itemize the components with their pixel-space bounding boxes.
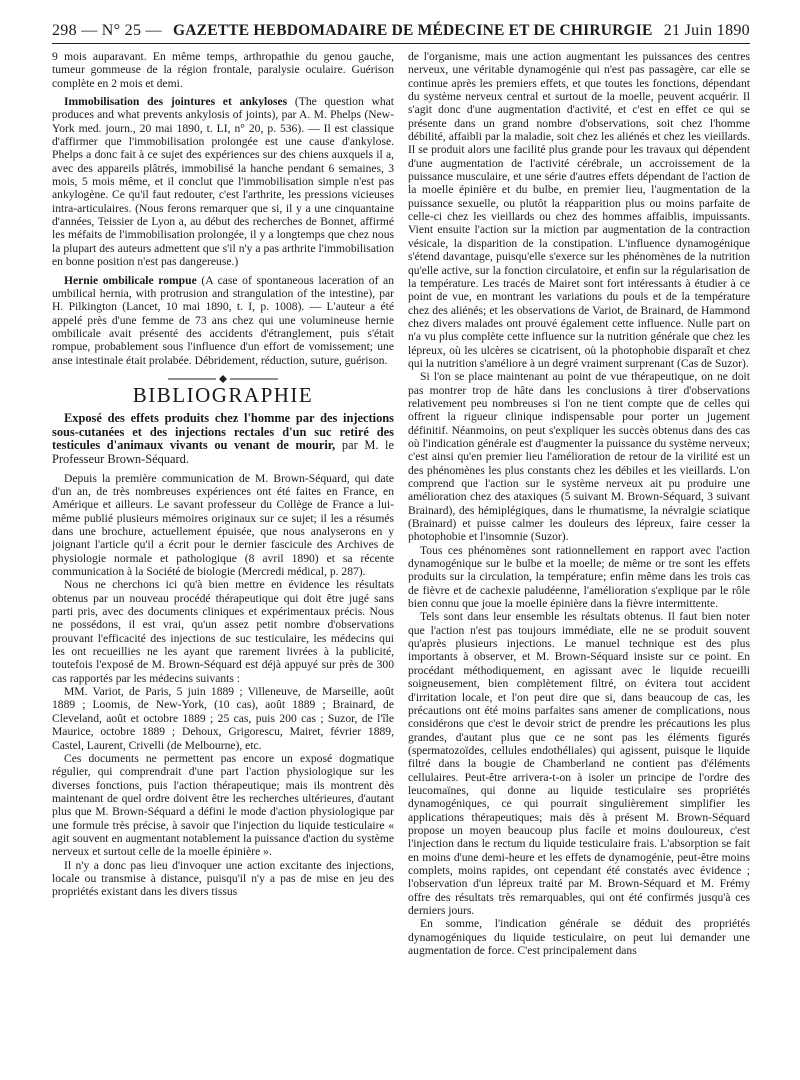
left-paragraph-1: 9 mois auparavant. En même temps, arthropathie du genou gauche, tumeur gommeuse de la région frontale, paralysie oculaire. Guérison complète en 2 mois et demi. [52, 50, 394, 90]
left-paragraph-2: Depuis la première communication de M. Brown-Séquard, qui date d'un an, de très nombreuses expériences ont été faites en France, en Amérique et ailleurs. Le savant professeur du Collège de France a lui-même publié plusieurs mémoires originaux sur ce sujet; il les a résumés dans une brochure, actuellement épuisée, que nous analyserons en y joignant l'article qu'il a écrit pour le dernier fascicule des Archives de physiologie normale et pathologique (8 avril 1890) et sa récente communication à la Société de biologie (Mercredi médical, p. 287). [52, 471, 394, 579]
left-paragraph-3: Nous ne cherchons ici qu'à bien mettre en évidence les résultats obtenus par un nouveau procédé thérapeutique qui doit être jugé sans parti pris, avec des documents cliniques et expérimentaux précis. Nous ne possédons, il est vrai, qu'un assez petit nombre d'observations prouvant l'efficacité des injections de suc testiculaire, les médecins qui les ont recueillies ne les ayant que rarement livrées à la publicité, toutefois l'exposé de M. Brown-Séquard est déjà appuyé sur près de 300 cas rapportés par les médecins suivants : [52, 578, 394, 685]
right-paragraph-2: Si l'on se place maintenant au point de vue thérapeutique, on ne doit pas montrer trop de hâte dans les conclusions à tirer d'observations relativement peu nombreuses si l'on ne tient compte que de celles qui offrent la rigueur clinique indispensable pour porter un jugement définitif. Néanmoins, on peut s'expliquer les succès obtenus dans des cas où l'indication générale est d'augmenter la puissance du système nerveux; c'est ainsi qu'en premier lieu l'amélioration de retour de la virilité est un des phénomènes les plus constants chez les débiles et les vieillards. L'on comprend que l'action sur le système nerveux ait pu produire une amélioration chez des ataxiques (5 suivant M. Brown-Séquard, 3 suivant Brainard), des hémiplégiques, dans le rhumatisme, la névralgie sciatique (Brainard) et puisse calmer les douleurs des lépreux, faire cesser la photophobie et l'insomnie (Suzor). [408, 370, 750, 544]
right-paragraph-5: En somme, l'indication générale se déduit des propriétés dynamogéniques du liquide testiculaire, on peut lui demander une augmentation de force. C'est principalement dans [408, 917, 750, 958]
section-ornament [52, 375, 394, 383]
hernie-body: (A case of spontaneous laceration of an umbilical hernia, with protrusion and strangulation of the intestine), par H. Pilkington (Lancet, 10 mai 1890, t. I, p. 1008). — L'auteur a été appelé près d'une femme de 73 ans chez qui une volumineuse hernie ombilicale avait présenté des accidents d'étranglement, puis s'était rompue, probablement sous l'influence d'un effort de vomissement; une anse intestinale était prolabée. Débridement, réduction, suture, guérison. [52, 273, 395, 367]
left-paragraph-6: Il n'y a donc pas lieu d'invoquer une action excitante des injections, locale ou transmise à distance, puisqu'il n'y a pas de mise en jeu des propriétés existant dans les divers tissus [52, 858, 394, 899]
immobilisation-body: (The question what produces and what prevents ankylosis of joints), par A. M. Phelps (New-York med. journ., 20 mai 1890, t. LI, n° 20, p. 536). — Il est classique d'affirmer que l'immobilisation prolongée est une cause d'ankylose. Phelps a donc fait à ce sujet des expériences sur des chiens auxquels il a, avec des appareils plâtrés, immobilisé la hanche pendant 6 semaines, 3 mois, 5 mois même, et il conclut que l'immobilisation simple n'est pas ankylogène. Ce qu'il faut redouter, c'est l'arthrite, les pressions vicieuses intra-articulaires. (Nous ferons remarquer que si, il y a une cinquantaine d'années, Teissier de Lyon a, au début des recherches de Bonnet, affirmé les méfaits de l'immobilisation prolongée, il y a longtemps que chez nous la plupart des auteurs admettent que s'il n'y a pas arthrite l'immobilisation en bonne position n'est pas dangereuse.) [52, 95, 395, 269]
right-paragraph-1: de l'organisme, mais une action augmentant les puissances des centres nerveux, une véritable dynamogénie qui n'est pas passagère, car elle se continue après les premiers effets, et que toutes les fonctions, dépendant du système nerveux central et surtout de la moelle, peuvent acquérir. Il s'agit donc d'une augmentation d'activité, et c'est en effet ce qui se présente dans un grand nombre d'observations, soit chez l'homme débilité, affaibli par la maladie, soit chez les aliénés et chez les vieillards. Il se produit alors une facilité plus grande pour les travaux qui dépendent d'une augmentation de l'activité cérébrale, un accroissement de la puissance musculaire, et une série d'autres effets dépendant de l'action de la moelle épinière et du bulbe, en premier lieu, l'augmentation de la puissance sexuelle, ou plutôt la réapparition plus ou moins parfaite de celle-ci chez les vieillards ou chez des hommes affaiblis, impuissants. Vient ensuite l'action sur la miction par augmentation de la contraction vésicale, la disparition de la constipation. L'influence dynamogénique s'étend davantage, puisqu'elle s'exerce sur les phénomènes de la nutrition qu'elle active, sur la fonction circulatoire, et enfin sur la régularisation de la température. Les tracés de Mairet sont fort intéressants à étudier à ce point de vue, en montrant les variations du pouls et de la température chez des aliénés; et les observations de Variot, de Brainard, de Hammond chez divers malades ont prouvé également cette influence. Nulle part on n'a vu plus complète cette influence sur la nutrition générale que chez les lépreux, où les ulcères se cicatrisent, où la photophobie disparaît et chez qui la nutrition s'améliore à un degré vraiment surprenant (Cas de Suzor). [408, 50, 750, 370]
immobilisation-paragraph [52, 95, 394, 268]
left-paragraph-5: Ces documents ne permettent pas encore un exposé dogmatique régulier, qui comprendrait d'une part l'action physiologique sur les diverses fonctions, puis l'action thérapeutique; mais ils montrent dès maintenant de quel ordre doivent être les recherches ultérieures, d'autant plus que M. Brown-Séquard a défini le mode d'action physiologique par une formule très précise, à savoir que l'injection du liquide testiculaire « agit souvent en augmentant notablement la puissance d'action du système nerveux et surtout celle de la moelle épinière ». [52, 751, 394, 859]
section-title-bibliographie: BIBLIOGRAPHIE [132, 382, 314, 407]
left-column [52, 50, 394, 957]
right-column [408, 50, 750, 957]
page-number: 298 — N° 25 — [52, 22, 162, 39]
hernie-paragraph [52, 274, 394, 367]
issue-date: 21 Juin 1890 [663, 22, 750, 39]
immobilisation-lead: Immobilisation des jointures et ankyloses [64, 95, 288, 109]
page-header [52, 0, 750, 44]
right-paragraph-3: Tous ces phénomènes sont rationnellement en rapport avec l'action dynamogénique sur le bulbe et la moelle; de même or tre sont les effets produits sur la circulation, la température; enfin même dans les trois cas de fièvre et de cachexie paludéenne, l'amélioration s'explique par le rôle bien connu que joue la moelle épinière dans la fièvre intermittente. [408, 543, 750, 611]
journal-title: GAZETTE HEBDOMADAIRE DE MÉDECINE ET DE CHIRURGIE [173, 22, 653, 39]
left-paragraph-4: MM. Variot, de Paris, 5 juin 1889 ; Villeneuve, de Marseille, août 1889 ; Loomis, de New-York, (10 cas), août 1889 ; Brainard, de Cleveland, août et octobre 1889 ; 25 cas, puis 200 cas ; Suzor, de l'île Maurice, octobre 1889 ; Dehoux, Grigorescu, Mairet, février 1889, Castel, Laurent, Crivelli (de Melbourne), etc. [52, 685, 394, 752]
article-title-text: Exposé des effets produits chez l'homme par des injections sous-cutanées et des injections rectales d'un suc retiré des testicules d'animaux vivants ou venant de mourir, [52, 411, 394, 453]
hernie-lead: Hernie ombilicale rompue [64, 273, 197, 287]
ornament-rule-icon [168, 375, 278, 383]
article-title [52, 412, 394, 466]
right-paragraph-4: Tels sont dans leur ensemble les résultats obtenus. Il faut bien noter que l'action n'est pas toujours immédiate, elle ne se produit souvent qu'après plusieurs injections. Le manuel technique est des plus importants à observer, et M. Brown-Séquard insiste sur ce point. En procédant méthodiquement, en agissant avec le liquide recueilli soigneusement, bien complètement filtré, on évitera tout accident d'irritation locale, et l'on peut dire que si, dans beaucoup de cas, les précautions ont été moins parfaites sans amener de complications, nous considérons que c'est le devoir strict de prendre les précautions les plus grandes, d'autant plus que ce ne sont pas les éléments figurés (spermatozoïdes, cellules endothéliales) qui agissent, puisque le liquide filtré dans la bougie de Chamberland ne contient pas d'éléments cellulaires. Peut-être arrivera-t-on à isoler un principe de l'ordre des leucomaïnes, qui donne au liquide testiculaire ses propriétés dynamogéniques, ce qui pourrait singulièrement simplifier les applications thérapeutiques; mais dès à présent M. Brown-Séquard propose un moyen beaucoup plus facile et moins douloureux, c'est l'injection dans le rectum du liquide testiculaire frais. L'absorption se fait en moins d'une demi-heure et les effets de dynamogénie, peut-être moins complets, moins rapides, ont cependant été constatés avec évidence ; l'observation d'un lépreux traité par M. Brown-Séquard et M. Frémy offre des résultats très remarquables, qui ont été confirmés jusqu'à ces derniers jours. [408, 610, 750, 917]
article-author: par M. le Professeur Brown-Séquard. [52, 438, 394, 467]
text-columns [52, 50, 750, 957]
